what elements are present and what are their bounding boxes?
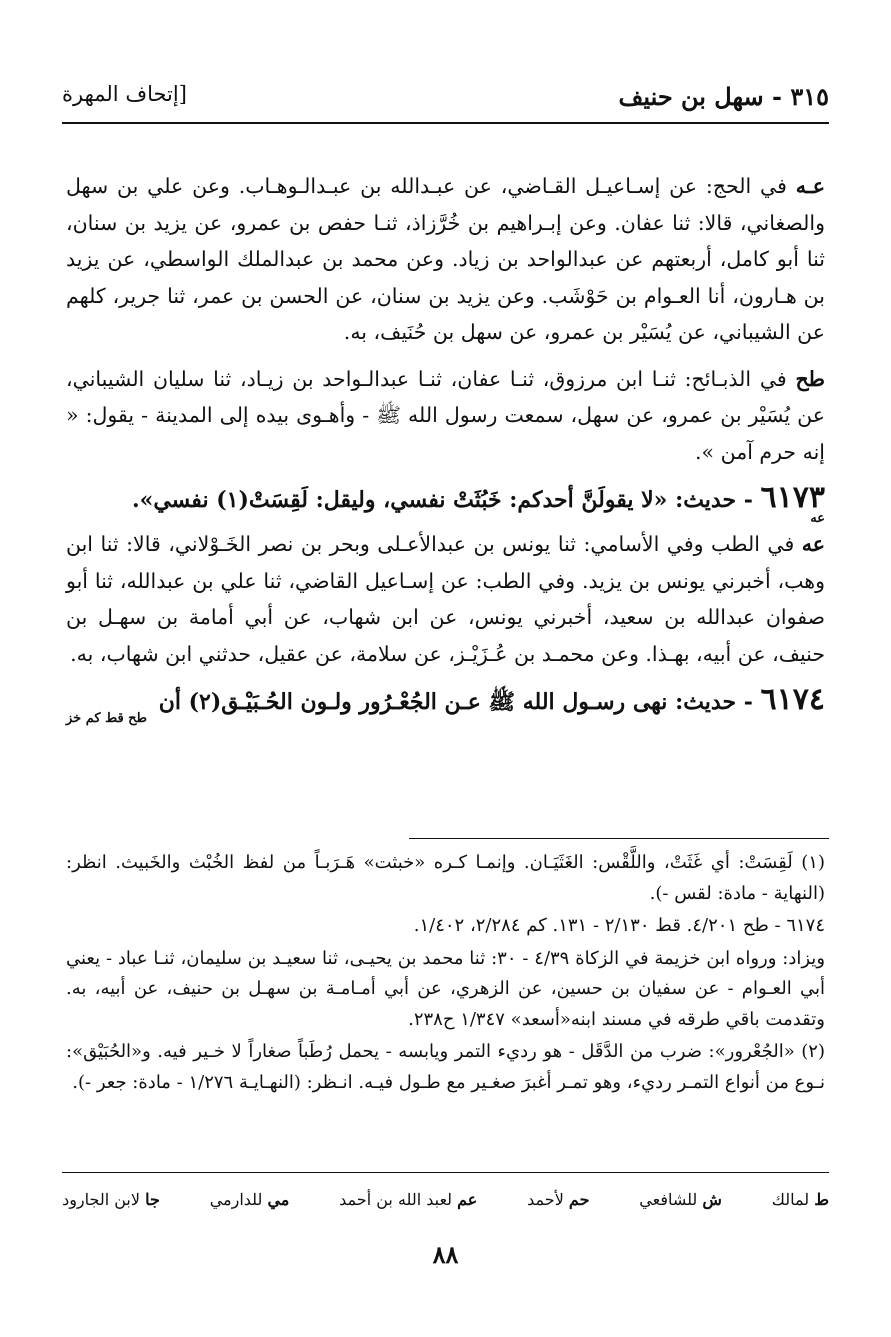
paragraph-2: [66, 361, 825, 471]
paragraph-text: في الطب وفي الأسامي: ثنا يونس بن عبدالأعـلى وبحر بن نصر الخَـوْلاني، قالا: ثنا ابن وهب، أخبرني يونس بن يزيد. وفي الطب: عن إسـاعيل القاضي، ثنا علي بن عبدالله، ثنا أبو صفوان عبدالله بن سعيد، أخبرني يونس، عن ابن شهاب، عن أبي أمامة بن سهـل بن حنيف، عن أبيه، بهـذا. وعن محمـد بن عُـزَيْـز، عن سلامة، عن عقيل، حدثني ابن شهاب، به.: [66, 532, 825, 666]
legend-item: حم لأحمد: [527, 1190, 590, 1209]
legend-divider: [62, 1172, 829, 1173]
footnote-1: (١) لَقِسَتْ: أي غَثَتْ، واللَّقْس: الغَثَيَـان. وإنمـا كـره «خبثت» هَـرَبـاً من لفظ الخُبْث والخَبيث. انظر: (النهاية - مادة: لقس -).: [66, 852, 825, 904]
hadith-number: ٦١٧٣: [760, 480, 825, 515]
legend-item: عم لعبد الله بن أحمد: [339, 1190, 478, 1209]
paragraph-1: [66, 168, 825, 351]
source-code: عه: [801, 532, 825, 556]
page-header: [62, 82, 829, 116]
paragraph-3: [66, 526, 825, 672]
abbreviation-legend: [62, 1190, 829, 1209]
legend-item: ش للشافعي: [639, 1190, 722, 1209]
source-code: عـه: [795, 174, 825, 198]
chapter-title: ٣١٥ - سهل بن حنيف: [618, 82, 829, 111]
footnote-divider: [409, 838, 829, 839]
hadith-text: - حديث: نهى رسـول الله ﷺ عـن الجُعْـرُور ولـون الحُـبَيْـق(٢) أن: [158, 689, 753, 715]
hadith-number: ٦١٧٤: [760, 682, 825, 717]
main-text: [66, 168, 825, 726]
legend-item: جا لابن الجارود: [62, 1190, 160, 1209]
hadith-source-codes: طح قط كم خز: [66, 711, 147, 726]
hadith-heading-6173: [66, 480, 825, 518]
book-title: [إتحاف المهرة: [62, 82, 187, 106]
hadith-heading-6174: [66, 682, 825, 720]
hadith-text: - حديث: «لا يقولَنَّ أحدكم: خَبُثَتْ نفسي، وليقل: لَقِسَتْ(١) نفسي».: [131, 487, 753, 513]
legend-item: مي للدارمي: [209, 1190, 290, 1209]
hadith-source-codes: عه: [810, 511, 825, 526]
page-number: ٨٨: [432, 1240, 459, 1269]
paragraph-text: في الذبـائح: ثنـا ابن مرزوق، ثنـا عفان، ثنـا عبدالـواحد بن زيـاد، ثنا سليان الشيباني، عن يُسَيْر بن عمرو، عن سهل، سمعت رسول الله ﷺ - وأهـوى بيده إلى المدينة - يقول: « إنه حرم آمن ».: [66, 366, 825, 464]
source-code: طح: [795, 366, 825, 391]
footnote-addition: ويزاد: ورواه ابن خزيمة في الزكاة ٤/٣٩ - ٣٠: ثنا محمد بن يحيـى، ثنا سعيـد بن سليمان، ثنـا عباد - يعني أبي العـوام - عن سفيان بن حسين، عن الزهري، عن أبي أمـامـة بن سهـل بن حنيف، عن أبيه، به. وتقدمت باقي طرقه في مسند ابنه«أسعد» ١/٣٤٧ ح٢٣٨.: [66, 947, 826, 1030]
header-divider: [62, 122, 829, 124]
footnote-references: ٦١٧٤ - طح ٤/٢٠١. قط ٢/١٣٠ - ١٣١. كم ٢/٢٨٤، ١/٤٠٢.: [413, 915, 825, 936]
legend-item: ط لمالك: [771, 1190, 829, 1209]
footnote-2: (٢) «الجُعْرور»: ضرب من الدَّقَل - هو رديء التمر ويابسه - يحمل رُطَباً صغاراً لا خـير فيه. و«الحُبَيْق»: نـوع من أنواع التمـر رديء، وهو تمـر أغبرَ صغـير مع طـول فيـه. انـظر: (النهـايـة ١/٢٧٦ - مادة: جعر -).: [66, 1041, 825, 1093]
paragraph-text: في الحج: عن إسـاعيـل القـاضي، عن عبـدالله بن عبـدالـوهـاب. وعن علي بن سهل والصغاني، قالا: ثنا عفان. وعن إبـراهيم بن خُرَّزاذ، ثنـا حفص بن عمرو، عن يزيد بن سنان، ثنا أبو كامل، أربعتهم عن عبدالواحد بن زياد. وعن محمد بن عبدالملك الواسطي، عن يزيد بن هـارون، أنا العـوام بن حَوْشَب. وعن يزيد بن سنان، عن الحسن بن عمر، ثنا جرير، كلهم عن الشيباني، عن يُسَيْر بن عمرو، عن سهل بن حُنَيف، به.: [66, 174, 825, 344]
footnotes: [66, 848, 825, 1100]
